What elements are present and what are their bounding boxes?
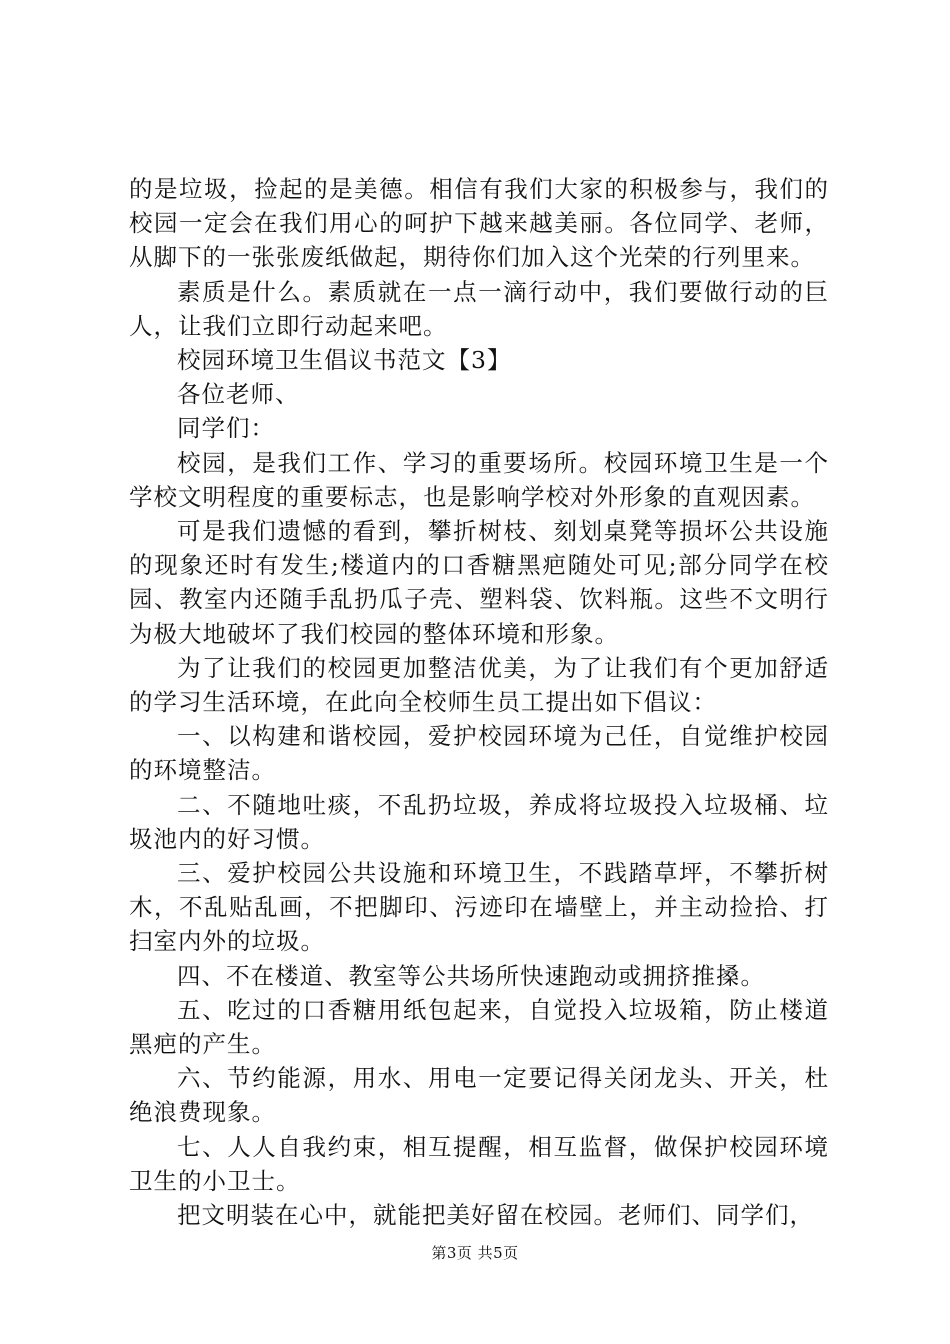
proposal-item-7: 七、人人自我约束，相互提醒，相互监督，做保护校园环境卫生的小卫士。 bbox=[129, 1132, 829, 1195]
paragraph-1: 的是垃圾，捡起的是美德。相信有我们大家的积极参与，我们的校园一定会在我们用心的呵护下越来越美丽。各位同学、老师，从脚下的一张张废纸做起，期待你们加入这个光荣的行列里来。 bbox=[129, 175, 829, 272]
paragraph-closing: 把文明装在心中，就能把美好留在校园。老师们、同学们， bbox=[177, 1201, 814, 1230]
document-body bbox=[129, 172, 829, 1232]
proposal-item-2: 二、不随地吐痰，不乱扔垃圾，养成将垃圾投入垃圾桶、垃圾池内的好习惯。 bbox=[129, 790, 829, 853]
salutation-teachers: 各位老师、 bbox=[177, 380, 300, 409]
paragraph-2: 素质是什么。素质就在一点一滴行动中，我们要做行动的巨人，让我们立即行动起来吧。 bbox=[129, 277, 829, 340]
paragraph-proposal: 为了让我们的校园更加整洁优美，为了让我们有个更加舒适的学习生活环境，在此向全校师生员工提出如下倡议： bbox=[129, 653, 829, 717]
salutation-students: 同学们： bbox=[177, 414, 275, 443]
paragraph-problem: 可是我们遗憾的看到，攀折树枝、刻划桌凳等损坏公共设施的现象还时有发生;楼道内的口香糖黑疤随处可见;部分同学在校园、教室内还随手乱扔瓜子壳、塑料袋、饮料瓶。这些不文明行为极大地破坏了我们校园的整体环境和形象。 bbox=[129, 517, 829, 648]
proposal-item-4: 四、不在楼道、教室等公共场所快速跑动或拥挤推搡。 bbox=[177, 961, 765, 990]
proposal-item-6: 六、节约能源，用水、用电一定要记得关闭龙头、开关，杜绝浪费现象。 bbox=[129, 1064, 829, 1127]
section-heading: 校园环境卫生倡议书范文【3】 bbox=[177, 346, 512, 375]
proposal-item-5: 五、吃过的口香糖用纸包起来，自觉投入垃圾箱，防止楼道黑疤的产生。 bbox=[129, 995, 829, 1059]
proposal-item-1: 一、以构建和谐校园，爱护校园环境为己任，自觉维护校园的环境整洁。 bbox=[129, 722, 829, 785]
paragraph-intro: 校园，是我们工作、学习的重要场所。校园环境卫生是一个学校文明程度的重要标志，也是影响学校对外形象的直观因素。 bbox=[129, 448, 829, 511]
page-number-footer: 第3页 共5页 bbox=[431, 1244, 519, 1262]
proposal-item-3: 三、爱护校园公共设施和环境卫生，不践踏草坪，不攀折树木，不乱贴乱画，不把脚印、污迹印在墙壁上，并主动捡拾、打扫室内外的垃圾。 bbox=[129, 859, 829, 956]
